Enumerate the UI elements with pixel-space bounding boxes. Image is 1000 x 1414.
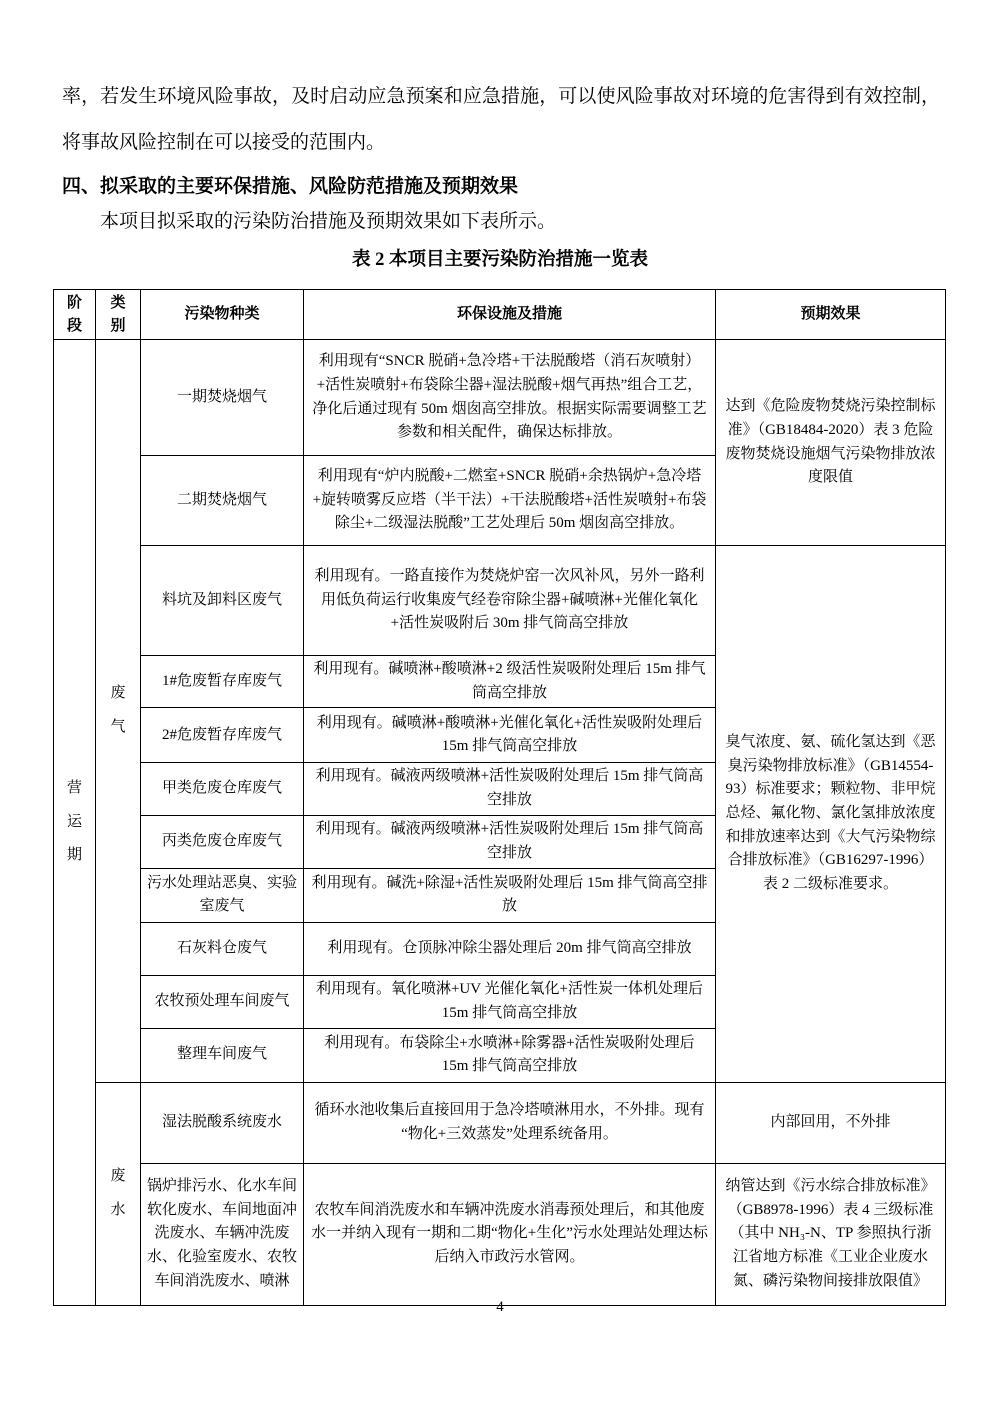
measure-cell: 农牧车间消洗废水和车辆冲洗废水消毒预处理后，和其他废水一并纳入现有一期和二期“物化+生化”污水处理站处理达标后纳入市政污水管网。 xyxy=(304,1163,716,1305)
pollutant-cell: 湿法脱酸系统废水 xyxy=(141,1082,304,1163)
header-effect: 预期效果 xyxy=(716,290,946,340)
table-row xyxy=(54,1082,946,1163)
header-pollutant: 污染物种类 xyxy=(141,290,304,340)
page-number: 4 xyxy=(496,1299,504,1315)
pollutant-cell: 1#危废暂存库废气 xyxy=(141,656,304,708)
table-header-row xyxy=(54,290,946,340)
pollutant-cell: 锅炉排污水、化水车间软化废水、车间地面冲洗废水、车辆冲洗废水、化验室废水、农牧车间消洗废水、喷淋 xyxy=(141,1163,304,1305)
measure-cell: 利用现有。仓顶脉冲除尘器处理后 20m 排气筒高空排放 xyxy=(304,922,716,975)
header-measures: 环保设施及措施 xyxy=(304,290,716,340)
pollutant-cell: 2#危废暂存库废气 xyxy=(141,708,304,763)
table-row xyxy=(54,546,946,656)
measure-cell: 利用现有。碱液两级喷淋+活性炭吸附处理后 15m 排气筒高空排放 xyxy=(304,815,716,868)
measure-cell: 利用现有“SNCR 脱硝+急冷塔+干法脱酸塔（消石灰喷射）+活性炭喷射+布袋除尘器+湿法脱酸+烟气再热”组合工艺，净化后通过现有 50m 烟囱高空排放。根据实际需要调整工艺参数和相关配件，确保达标排放。 xyxy=(304,340,716,456)
measure-cell: 循环水池收集后直接回用于急冷塔喷淋用水，不外排。现有“物化+三效蒸发”处理系统备用。 xyxy=(304,1082,716,1163)
effect-cell: 达到《危险废物焚烧污染控制标准》（GB18484-2020）表 3 危险废物焚烧设施烟气污染物排放浓度限值 xyxy=(716,340,946,546)
section-heading: 四、拟采取的主要环保措施、风险防范措施及预期效果 xyxy=(62,176,519,197)
table-row xyxy=(54,1163,946,1305)
pollutant-cell: 丙类危废仓库废气 xyxy=(141,815,304,868)
pollutant-cell: 石灰料仓废气 xyxy=(141,922,304,975)
pollutant-cell: 污水处理站恶臭、实验室废气 xyxy=(141,868,304,922)
pollutant-cell: 农牧预处理车间废气 xyxy=(141,975,304,1028)
measure-cell: 利用现有。布袋除尘+水喷淋+除雾器+活性炭吸附处理后 15m 排气筒高空排放 xyxy=(304,1028,716,1082)
measure-cell: 利用现有。碱洗+除湿+活性炭吸附处理后 15m 排气筒高空排放 xyxy=(304,868,716,922)
measure-cell: 利用现有“炉内脱酸+二燃室+SNCR 脱硝+余热锅炉+急冷塔+旋转喷雾反应塔（半干法）+干法脱酸塔+活性炭喷射+布袋除尘+二级湿法脱酸”工艺处理后 50m 烟囱高空排放。 xyxy=(304,456,716,546)
header-category: 类别 xyxy=(96,290,141,340)
table-title: 表 2 本项目主要污染防治措施一览表 xyxy=(351,250,648,270)
measure-cell: 利用现有。碱喷淋+酸喷淋+2 级活性炭吸附处理后 15m 排气筒高空排放 xyxy=(304,656,716,708)
effect-cell: 臭气浓度、氨、硫化氢达到《恶臭污染物排放标准》（GB14554-93）标准要求；颗粒物、非甲烷总烃、氟化物、氯化氢排放浓度和排放速率达到《大气污染物综合排放标准》（GB16297-1996）表 2 二级标准要求。 xyxy=(716,546,946,1083)
pollutant-cell: 二期焚烧烟气 xyxy=(141,456,304,546)
stage-cell: 营运期 xyxy=(54,340,96,1306)
effect-cell: 纳管达到《污水综合排放标准》（GB8978-1996）表 4 三级标准（其中 NH₃-N、TP 参照执行浙江省地方标准《工业企业废水氮、磷污染物间接排放限值》 xyxy=(716,1163,946,1305)
header-stage: 阶段 xyxy=(54,290,96,340)
measure-cell: 利用现有。一路直接作为焚烧炉窑一次风补风，另外一路利用低负荷运行收集废气经卷帘除尘器+碱喷淋+光催化氧化+活性炭吸附后 30m 排气筒高空排放 xyxy=(304,546,716,656)
effect-cell: 内部回用，不外排 xyxy=(716,1082,946,1163)
pollutant-cell: 一期焚烧烟气 xyxy=(141,340,304,456)
lead-paragraph: 本项目拟采取的污染防治措施及预期效果如下表所示。 xyxy=(100,211,557,232)
measure-cell: 利用现有。碱喷淋+酸喷淋+光催化氧化+活性炭吸附处理后 15m 排气筒高空排放 xyxy=(304,708,716,763)
measure-cell: 利用现有。碱液两级喷淋+活性炭吸附处理后 15m 排气筒高空排放 xyxy=(304,763,716,815)
pollutant-cell: 料坑及卸料区废气 xyxy=(141,546,304,656)
category-gas-cell: 废气 xyxy=(96,340,141,1083)
category-water-cell: 废水 xyxy=(96,1082,141,1305)
table-row xyxy=(54,340,946,456)
pollutant-cell: 整理车间废气 xyxy=(141,1028,304,1082)
intro-paragraph: 率，若发生环境风险事故，及时启动应急预案和应急措施，可以使风险事故对环境的危害得到有效控制，将事故风险控制在可以接受的范围内。 xyxy=(62,86,940,153)
pollution-measures-table xyxy=(53,289,946,1306)
pollutant-cell: 甲类危废仓库废气 xyxy=(141,763,304,815)
measure-cell: 利用现有。氧化喷淋+UV 光催化氧化+活性炭一体机处理后 15m 排气筒高空排放 xyxy=(304,975,716,1028)
